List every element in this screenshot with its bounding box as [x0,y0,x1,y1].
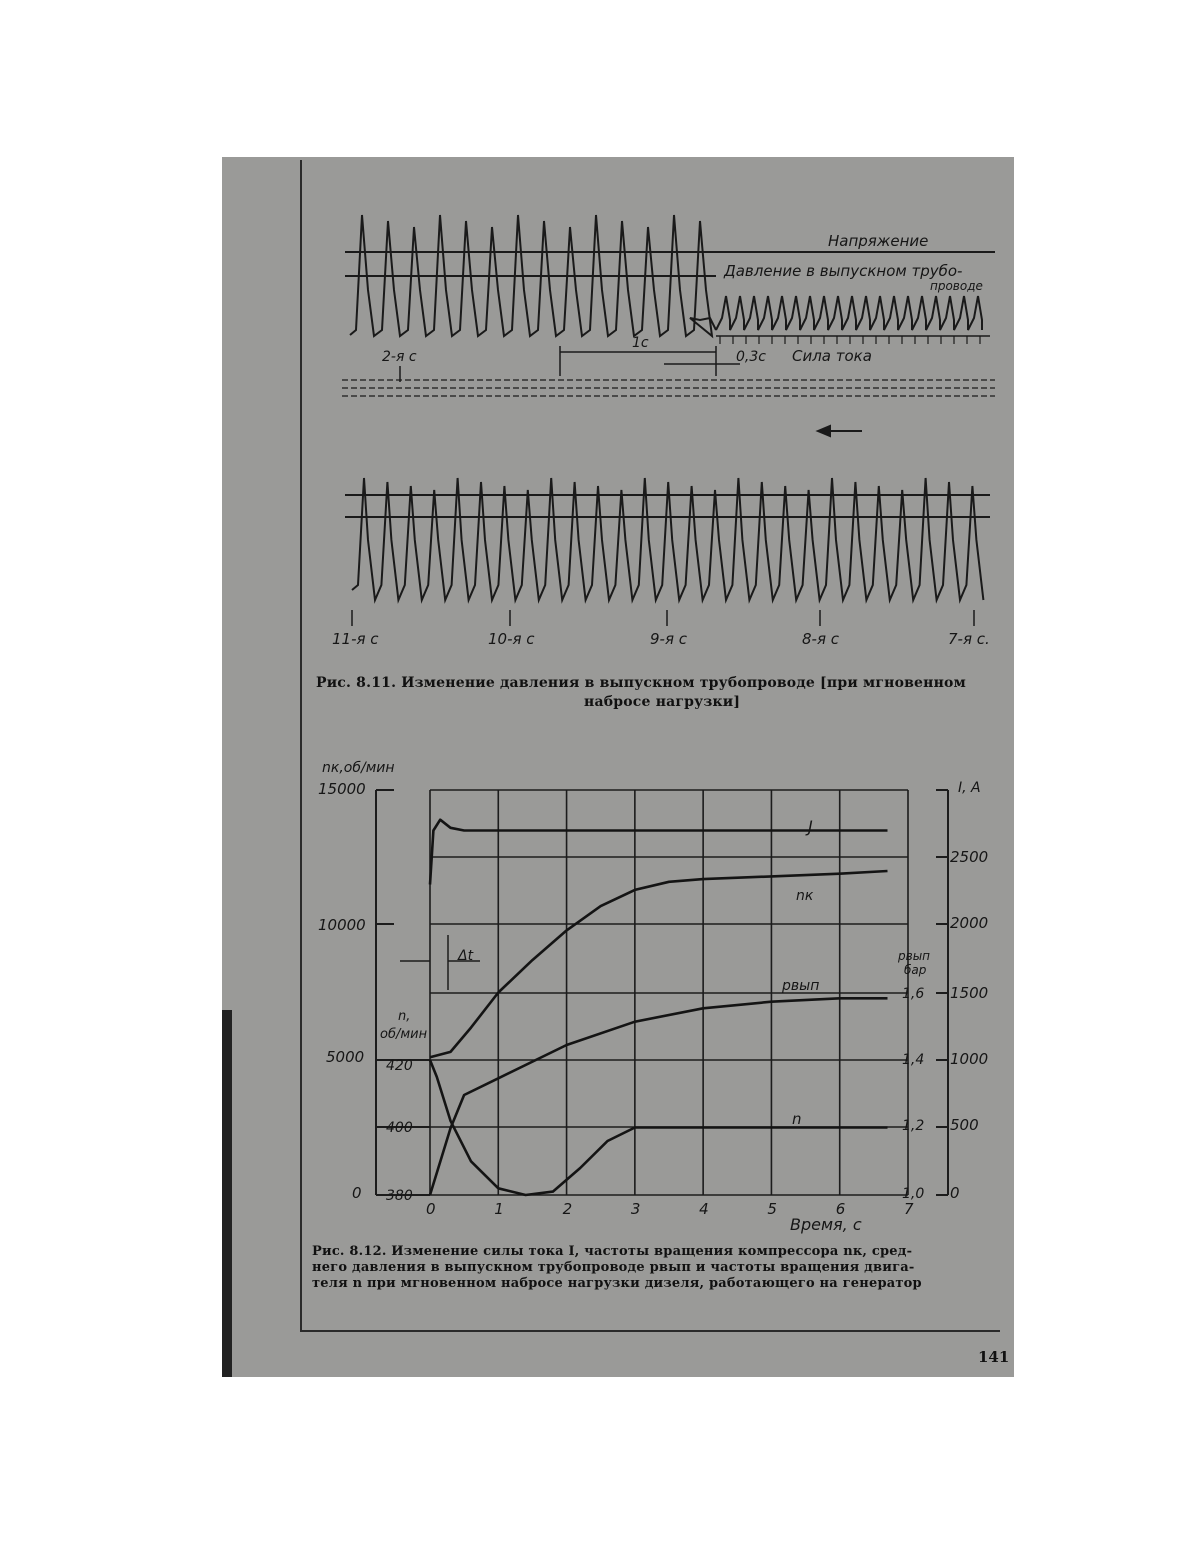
figure-8-12-caption-line2: него давления в выпускном трубопроводе pвып и частоты вращения двига- [312,1260,915,1275]
delta-t-label: Δt [458,948,474,964]
x-tick-label: 1 [494,1200,504,1218]
page-frame-bottom [300,1330,1000,1332]
x-tick-label: 3 [630,1200,641,1218]
pressure-label: Давление в выпускном трубо- [724,262,963,280]
second-9-label: 9-я с [650,630,687,648]
x-tick-label: 5 [767,1200,777,1218]
current-label: Сила тока [792,347,872,365]
figure-8-12-caption-line1: Рис. 8.12. Изменение силы тока I, частоты вращения компрессора nк, сред- [312,1244,913,1259]
right-tick-500: 500 [950,1116,979,1134]
curve-label-n: n [792,1110,802,1128]
left-axis-label: nк,об/мин [322,760,395,776]
second-10-label: 10-я с [488,630,535,648]
one-second-label: 1с [632,335,649,351]
x-axis-label: Время, с [790,1215,862,1234]
interval-label: 0,3с [736,349,766,365]
n-tick-400: 400 [386,1120,413,1136]
x-tick-label: 0 [426,1200,436,1218]
left-tick-0: 0 [352,1184,362,1202]
n-tick-380: 380 [386,1188,413,1204]
x-tick-label: 2 [562,1200,573,1218]
p-axis-unit: бар [904,963,927,977]
n-tick-420: 420 [386,1058,413,1074]
p-tick-1-0: 1,0 [902,1186,925,1202]
left-tick-5000: 5000 [326,1048,365,1066]
figure-8-11-caption-line1: Рис. 8.11. Изменение давления в выпускном трубопроводе [при мгновенном [316,675,966,691]
x-tick-label: 4 [699,1200,709,1218]
second-8-label: 8-я с [802,630,839,648]
figure-8-11-oscillogram [0,0,1190,720]
pressure-label-2: проводе [930,279,983,293]
second-7-label: 7-я с. [948,630,990,648]
p-tick-1-6: 1,6 [902,986,925,1002]
left-tick-10000: 10000 [318,916,366,934]
direction-arrowhead [818,426,830,436]
right-tick-2500: 2500 [950,848,989,866]
figure-8-11-caption-line2: набросе нагрузки] [584,694,741,710]
n-axis-unit: об/мин [380,1027,428,1042]
n-axis-label: n, [398,1009,411,1024]
x-tick-label: 6 [835,1200,846,1218]
curve-label-pvyp: pвып [782,978,820,994]
right-tick-1000: 1000 [950,1050,989,1068]
page-number: 141 [978,1348,1010,1366]
right-tick-0: 0 [950,1184,960,1202]
p-tick-1-2: 1,2 [902,1118,925,1134]
right-axis-label: I, A [958,780,981,796]
voltage-label: Напряжение [828,232,929,250]
pressure-trace-after [716,296,982,330]
second-2-label: 2-я с [382,349,417,365]
p-axis-label: pвып [898,949,931,963]
p-tick-1-4: 1,4 [902,1052,925,1068]
right-tick-2000: 2000 [950,914,989,932]
pressure-trace-lower [352,478,983,600]
curve-label-j: J [808,817,813,836]
curve-label-nk: nк [796,888,814,904]
x-tick-label: 7 [904,1200,914,1218]
second-11-label: 11-я с [332,630,379,648]
figure-8-12-chart [0,720,1190,1240]
left-tick-15000: 15000 [318,780,366,798]
right-tick-1500: 1500 [950,984,989,1002]
figure-8-12-caption-line3: теля n при мгновенном набросе нагрузки дизеля, работающего на генератор [312,1276,922,1291]
